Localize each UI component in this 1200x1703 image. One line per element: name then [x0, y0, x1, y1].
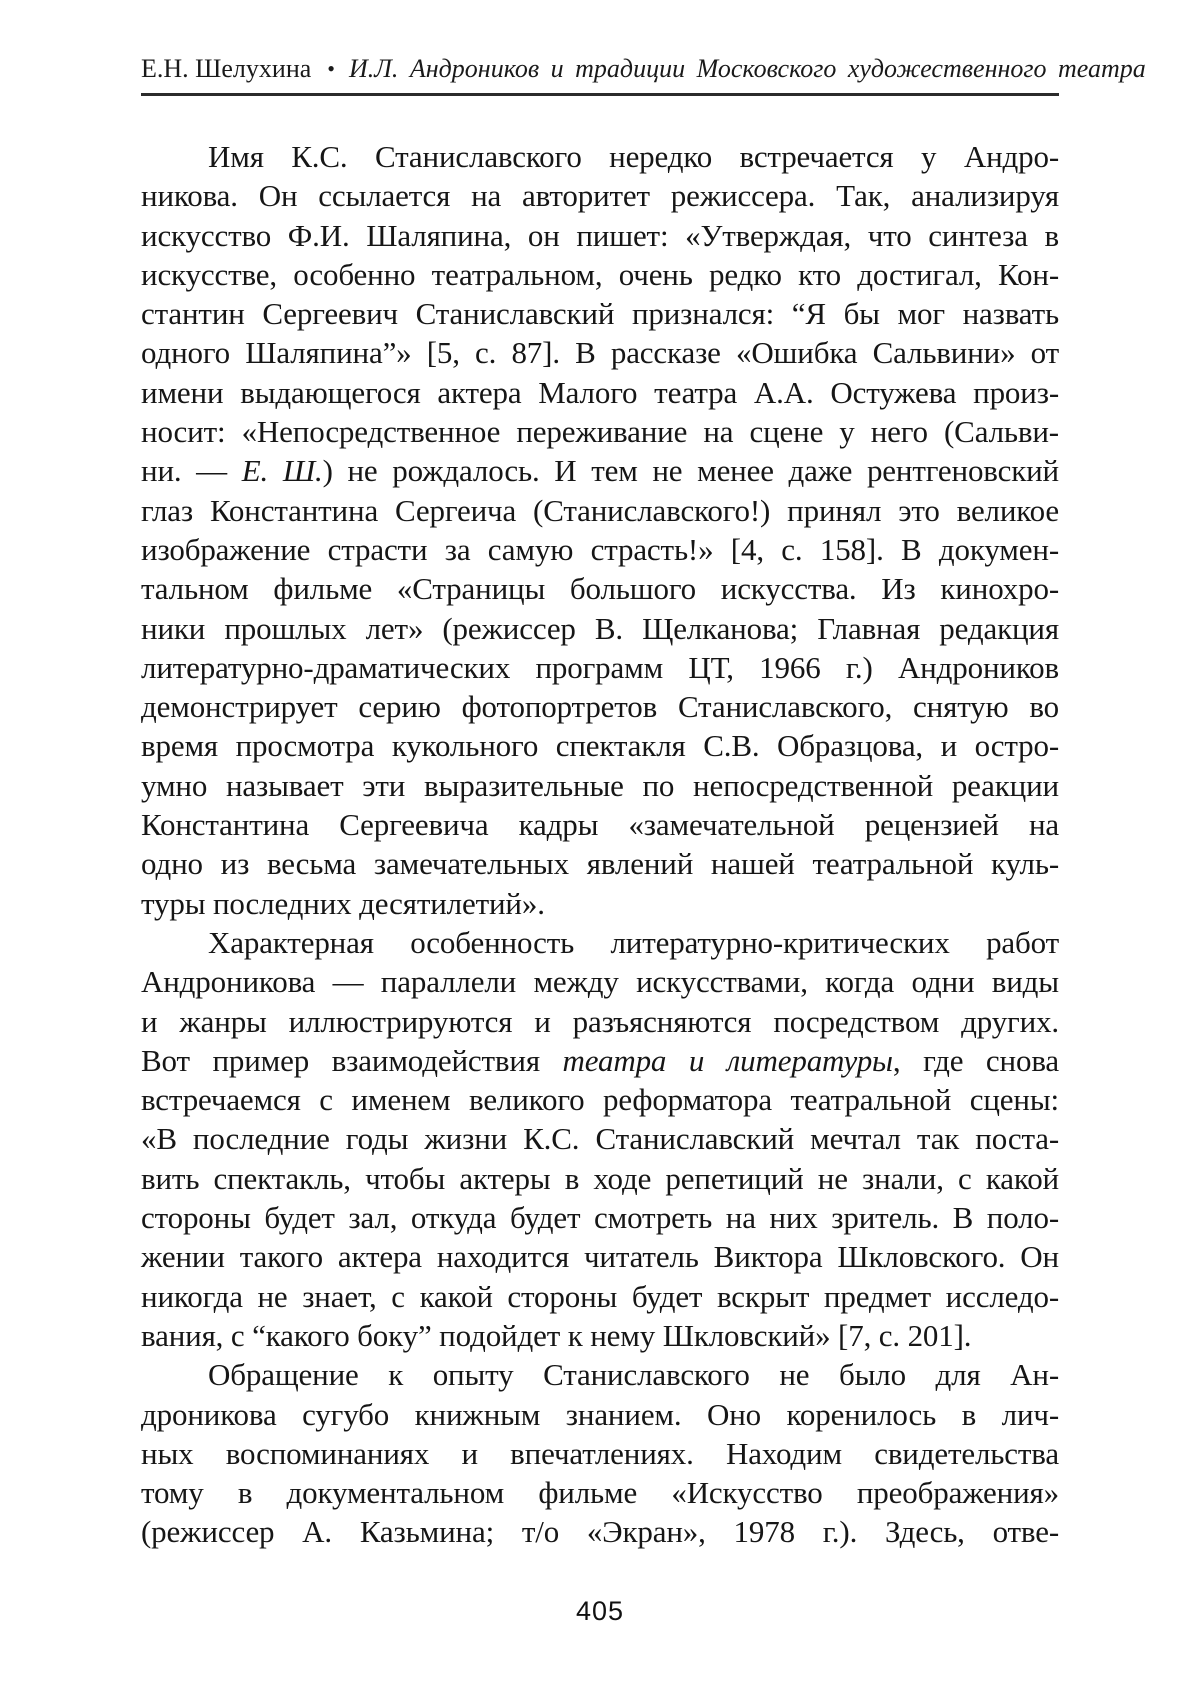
text-line: [141, 451, 1059, 490]
text-segment: глаз Константина Сергеича (Станиславского!) принял это великое: [141, 492, 1059, 528]
text-line: [141, 1512, 1059, 1551]
text-line: [141, 333, 1059, 372]
text-segment: одно из весьма замечательных явлений нашей театральной куль-: [141, 846, 1059, 882]
paragraph: [141, 137, 1059, 923]
text-line: [141, 1080, 1059, 1119]
text-segment: вания, с “какого боку” подойдет к нему Шкловский» [7, с. 201].: [141, 1317, 972, 1353]
text-line: [141, 176, 1059, 215]
text-segment: изображение страсти за самую страсть!» [4, с. 158]. В докумен-: [141, 531, 1059, 567]
running-header: [141, 54, 1146, 96]
text-segment: имени выдающегося актера Малого театра А.А. Остужева произ-: [141, 374, 1059, 410]
paragraph: [141, 923, 1059, 1355]
text-segment: никова. Он ссылается на авторитет режиссера. Так, анализируя: [141, 178, 1059, 214]
text-segment: туры последних десятилетий».: [141, 885, 545, 921]
text-line: [141, 1434, 1059, 1473]
text-segment: стороны будет зал, откуда будет смотреть на них зритель. В поло-: [141, 1200, 1059, 1236]
text-segment: встречаемся с именем великого реформатора театральной сцены:: [141, 1082, 1059, 1118]
header-author: Е.Н. Шелухина: [141, 54, 312, 83]
text-line: [141, 844, 1059, 883]
text-segment: одного Шаляпина”» [5, с. 87]. В рассказе «Ошибка Сальвини» от: [141, 335, 1059, 371]
text-line: [141, 923, 1059, 962]
text-line: [141, 1316, 1059, 1355]
text-segment: «В последние годы жизни К.С. Станиславский мечтал так поста-: [141, 1121, 1059, 1157]
text-line: [141, 1277, 1059, 1316]
text-segment: литературно-драматических программ ЦТ, 1966 г.) Андроников: [141, 649, 1059, 685]
text-line: [141, 491, 1059, 530]
text-line: [141, 137, 1059, 176]
text-segment: демонстрирует серию фотопортретов Станиславского, снятую во: [141, 689, 1059, 725]
text-line: [141, 766, 1059, 805]
text-line: [141, 726, 1059, 765]
text-segment: ники прошлых лет» (режиссер В. Щелканова; Главная редакция: [141, 610, 1059, 646]
header-article-title: И.Л. Андроников и традиции Московского художественного театра: [348, 54, 1146, 83]
text-segment: искусство Ф.И. Шаляпина, он пишет: «Утверждая, что синтеза в: [141, 217, 1059, 253]
header-separator-dot: •: [327, 56, 335, 81]
text-line: [141, 1198, 1059, 1237]
italic-text: театра и литературы: [562, 1042, 893, 1078]
text-line: [141, 1473, 1059, 1512]
text-line: [141, 1159, 1059, 1198]
text-line: [141, 216, 1059, 255]
text-segment: дроникова сугубо книжным знанием. Оно коренилось в лич-: [141, 1396, 1059, 1432]
text-segment: тальном фильме «Страницы большого искусства. Из кинохро-: [141, 571, 1059, 607]
text-segment: умно называет эти выразительные по непосредственной реакции: [141, 767, 1059, 803]
text-line: [141, 884, 1059, 923]
text-segment: жении такого актера находится читатель Виктора Шкловского. Он: [141, 1239, 1059, 1275]
text-segment: тому в документальном фильме «Искусство преображения»: [141, 1475, 1059, 1511]
text-line: [141, 648, 1059, 687]
text-column: [141, 0, 1146, 1627]
text-segment: никогда не знает, с какой стороны будет вскрыт предмет исследо-: [141, 1278, 1059, 1314]
italic-text: Е. Ш.: [241, 453, 323, 489]
text-segment: Имя К.С. Станиславского нередко встречается у Андро-: [208, 139, 1059, 174]
text-line: [141, 609, 1059, 648]
text-segment: стантин Сергеевич Станиславский признался: “Я бы мог назвать: [141, 296, 1059, 332]
text-segment: (режиссер А. Казьмина; т/о «Экран», 1978 г.). Здесь, отве-: [141, 1514, 1059, 1550]
text-segment: ) не рождалось. И тем не менее даже рентгеновский: [322, 453, 1059, 489]
paragraph: [141, 1355, 1059, 1551]
text-line: [141, 530, 1059, 569]
text-segment: ных воспоминаниях и впечатлениях. Находим свидетельства: [141, 1435, 1059, 1471]
text-line: [141, 294, 1059, 333]
text-segment: Константина Сергеевича кадры «замечательной рецензией на: [141, 807, 1059, 843]
text-segment: ни. —: [141, 453, 242, 489]
text-segment: Вот пример взаимодействия: [141, 1042, 563, 1078]
text-line: [141, 1355, 1059, 1394]
text-line: [141, 962, 1059, 1001]
text-line: [141, 1119, 1059, 1158]
text-segment: Обращение к опыту Станиславского не было для Ан-: [208, 1357, 1059, 1393]
text-segment: время просмотра кукольного спектакля С.В. Образцова, и остро-: [141, 728, 1059, 764]
body-text: [141, 137, 1059, 1552]
text-line: [141, 412, 1059, 451]
text-line: [141, 1237, 1059, 1276]
text-line: [141, 569, 1059, 608]
text-segment: Характерная особенность литературно-критических работ: [208, 924, 1059, 960]
page-number: 405: [575, 1595, 625, 1626]
text-line: [141, 1395, 1059, 1434]
text-line: [141, 373, 1059, 412]
text-line: [141, 1041, 1059, 1080]
text-segment: носит: «Непосредственное переживание на сцене у него (Сальви-: [141, 414, 1059, 450]
text-line: [141, 1002, 1059, 1041]
text-segment: искусстве, особенно театральном, очень редко кто достигал, Кон-: [141, 256, 1059, 292]
text-segment: Андроникова — параллели между искусствами, когда одни виды: [141, 964, 1059, 1000]
text-segment: и жанры иллюстрируются и разъясняются посредством других.: [141, 1003, 1059, 1039]
text-line: [141, 687, 1059, 726]
text-segment: вить спектакль, чтобы актеры в ходе репетиций не знали, с какой: [141, 1160, 1059, 1196]
text-line: [141, 805, 1059, 844]
text-line: [141, 255, 1059, 294]
text-segment: , где снова: [892, 1042, 1060, 1078]
